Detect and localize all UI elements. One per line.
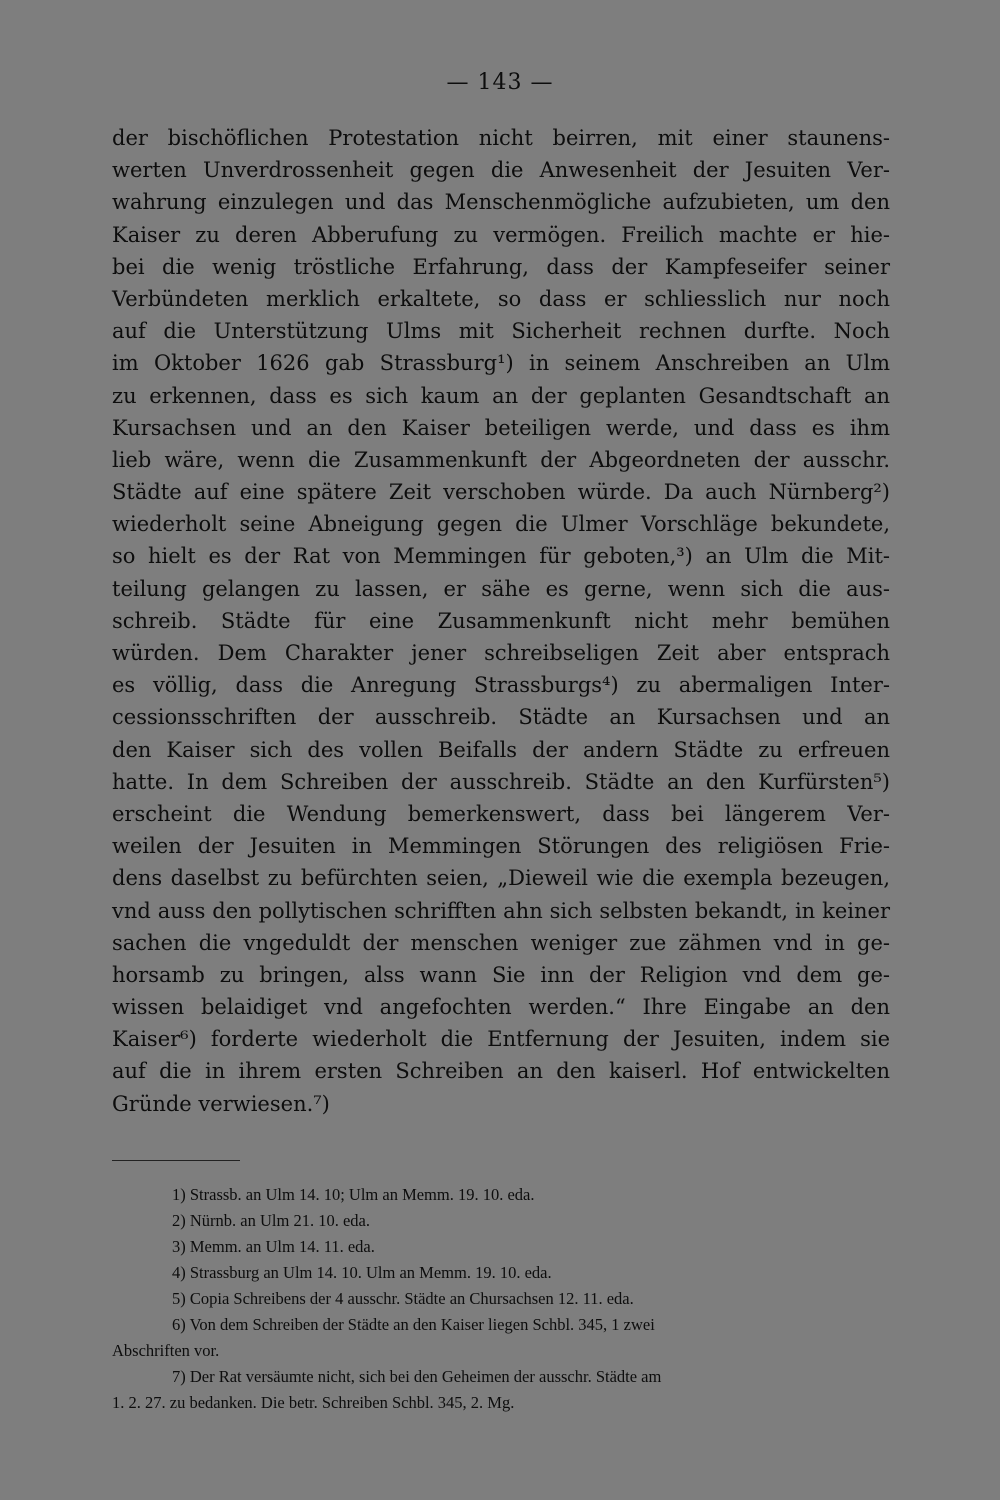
body-line: Städte auf eine spätere Zeit verschoben würde. Da auch Nürnberg²) [112, 480, 890, 505]
body-line: horsamb zu bringen, alss wann Sie inn der Religion vnd dem ge- [112, 962, 890, 987]
body-line: hatte. In dem Schreiben der ausschreib. Städte an den Kurfürsten⁵) [112, 769, 890, 794]
body-line: dens daselbst zu befürchten seien, „Dieweil wie die exempla bezeugen, [112, 866, 890, 891]
body-line: weilen der Jesuiten in Memmingen Störungen des religiösen Frie- [112, 834, 890, 859]
body-line: bei die wenig tröstliche Erfahrung, dass der Kampfeseifer seiner [112, 254, 890, 279]
body-line: sachen die vngeduldt der menschen weniger zue zähmen vnd in ge- [112, 930, 890, 955]
body-line: vnd auss den pollytischen schrifften ahn sich selbsten bekandt, in keiner [112, 898, 890, 923]
body-line: wiederholt seine Abneigung gegen die Ulmer Vorschläge bekundete, [112, 512, 890, 537]
footnote-line: 3) Memm. an Ulm 14. 11. eda. [172, 1237, 375, 1256]
body-line: werten Unverdrossenheit gegen die Anwesenheit der Jesuiten Ver- [112, 158, 890, 183]
footnote-line: Abschriften vor. [112, 1341, 220, 1360]
footnote-separator [112, 1160, 240, 1161]
body-line: wahrung einzulegen und das Menschenmögliche aufzubieten, um den [112, 190, 890, 215]
footnote-line: 5) Copia Schreibens der 4 ausschr. Städte an Chursachsen 12. 11. eda. [172, 1289, 634, 1308]
body-line: Kursachsen und an den Kaiser beteiligen werde, und dass es ihm [112, 415, 890, 440]
footnote-line: 1) Strassb. an Ulm 14. 10; Ulm an Memm. 19. 10. eda. [172, 1185, 535, 1204]
body-line: schreib. Städte für eine Zusammenkunft nicht mehr bemühen [112, 608, 890, 633]
body-line: Verbündeten merklich erkaltete, so dass er schliesslich nur noch [112, 286, 890, 311]
body-line: würden. Dem Charakter jener schreibseligen Zeit aber entsprach [112, 641, 890, 665]
footnote-line: 7) Der Rat versäumte nicht, sich bei den Geheimen der ausschr. Städte am [172, 1367, 662, 1386]
body-line: es völlig, dass die Anregung Strassburgs⁴) zu abermaligen Inter- [112, 673, 890, 698]
footnote-line: 6) Von dem Schreiben der Städte an den Kaiser liegen Schbl. 345, 1 zwei [172, 1315, 655, 1334]
body-line: auf die Unterstützung Ulms mit Sicherheit rechnen durfte. Noch [112, 319, 890, 344]
body-line: teilung gelangen zu lassen, er sähe es gerne, wenn sich die aus- [112, 576, 890, 601]
body-line: lieb wäre, wenn die Zusammenkunft der Abgeordneten der ausschr. [112, 447, 890, 472]
body-line: erscheint die Wendung bemerkenswert, dass bei längerem Ver- [112, 801, 890, 826]
body-line: cessionsschriften der ausschreib. Städte an Kursachsen und an [112, 705, 890, 730]
body-line: den Kaiser sich des vollen Beifalls der andern Städte zu erfreuen [112, 737, 890, 762]
body-text [112, 122, 890, 1120]
footnote-line: 1. 2. 27. zu bedanken. Die betr. Schreiben Schbl. 345, 2. Mg. [112, 1393, 515, 1412]
body-line: im Oktober 1626 gab Strassburg¹) in seinem Anschreiben an Ulm [112, 351, 890, 376]
body-line: wissen belaidiget vnd angefochten werden.“ Ihre Eingabe an den [112, 995, 890, 1020]
body-line: Kaiser zu deren Abberufung zu vermögen. Freilich machte er hie- [112, 222, 890, 247]
body-line: so hielt es der Rat von Memmingen für geboten,³) an Ulm die Mit- [112, 544, 890, 569]
footnotes [112, 1182, 890, 1416]
body-line: Kaiser⁶) forderte wiederholt die Entfernung der Jesuiten, indem sie [112, 1027, 890, 1052]
footnote-line: 2) Nürnb. an Ulm 21. 10. eda. [172, 1211, 370, 1230]
body-line: Gründe verwiesen.⁷) [112, 1091, 330, 1116]
body-line: der bischöflichen Protestation nicht beirren, mit einer staunens- [112, 126, 890, 150]
body-line: auf die in ihrem ersten Schreiben an den kaiserl. Hof entwickelten [112, 1059, 890, 1084]
page-number: — 143 — [446, 70, 554, 95]
footnote-line: 4) Strassburg an Ulm 14. 10. Ulm an Memm. 19. 10. eda. [172, 1263, 552, 1282]
body-line: zu erkennen, dass es sich kaum an der geplanten Gesandtschaft an [112, 383, 890, 408]
